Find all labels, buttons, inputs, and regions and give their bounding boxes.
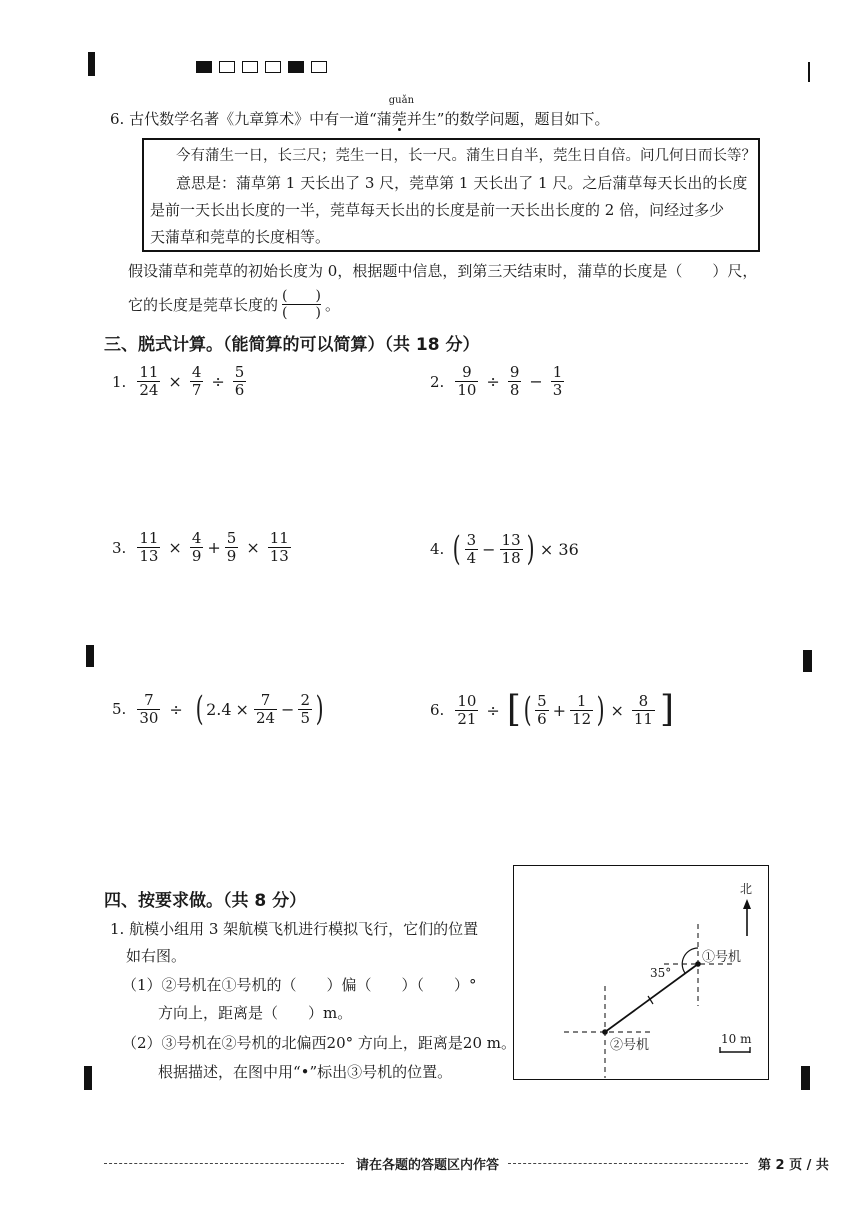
numerator: 7 <box>260 690 271 709</box>
denominator: 11 <box>633 709 653 728</box>
q6-number: 6. <box>110 110 125 128</box>
sub1-line1: （1）②号机在①号机的（ ）偏（ ）（ ）° <box>122 976 477 994</box>
operator: − <box>281 699 295 719</box>
right-bracket: ] <box>659 689 674 730</box>
q6-ruby <box>388 95 415 130</box>
denominator: 4 <box>466 548 477 567</box>
calc-problem-1 <box>112 364 249 399</box>
q6-question-line2 <box>128 288 340 321</box>
fraction <box>190 364 204 399</box>
q6-question-text: 它的长度是莞草长度的 <box>128 295 279 314</box>
denominator: 7 <box>191 381 202 399</box>
q6-question-end: 。 <box>324 295 340 314</box>
denominator: 8 <box>509 381 520 399</box>
q6-passage-line3: 是前一天长出长度的一半，莞草每天长出的长度是前一天长出长度的 2 倍，问经过多少 <box>150 201 725 219</box>
denominator: 12 <box>572 709 592 728</box>
position-diagram <box>513 865 769 1080</box>
sub1-line2: 方向上，距离是（ ）m。 <box>158 1004 353 1022</box>
code-square <box>242 61 258 73</box>
fraction <box>535 693 549 728</box>
registration-mark-mid-left <box>86 645 94 667</box>
right-paren: ) <box>315 689 324 729</box>
registration-mark-top-left <box>88 52 95 76</box>
code-square <box>311 61 327 73</box>
emphasis-dot <box>398 128 401 131</box>
plane2-point <box>602 1029 608 1035</box>
denominator: 21 <box>457 709 477 728</box>
left-paren: ( <box>452 529 461 569</box>
operator: ÷ <box>486 372 500 391</box>
code-square <box>219 61 235 73</box>
numerator: 3 <box>466 530 477 549</box>
numerator: 9 <box>462 363 472 381</box>
fraction <box>137 530 160 565</box>
numerator: 7 <box>144 690 154 709</box>
code-square <box>265 61 281 73</box>
numerator: 1 <box>552 363 563 381</box>
fraction <box>254 692 277 727</box>
registration-mark-bottom-left <box>84 1066 92 1090</box>
operator: × 36 <box>539 539 579 559</box>
denominator: 18 <box>501 548 521 567</box>
calc-problem-3 <box>112 530 294 565</box>
registration-mark-mid-right <box>803 650 812 672</box>
operator: ÷ <box>486 700 500 720</box>
operator: − <box>529 372 543 391</box>
operator: ÷ <box>169 699 183 719</box>
denominator: 5 <box>300 708 310 727</box>
numerator: 5 <box>226 529 237 547</box>
footer-instruction: 请在各题的答题区内作答 <box>356 1158 500 1173</box>
denominator: 24 <box>255 708 276 727</box>
q1-line1: 1. 航模小组用 3 架航模飞机进行模拟飞行，它们的位置 <box>110 920 479 938</box>
numerator: 4 <box>191 529 202 547</box>
fraction <box>500 532 523 567</box>
sub2-line1: （2）③号机在②号机的北偏西20° 方向上，距离是20 m。 <box>122 1034 516 1052</box>
problem-number: 1. <box>112 372 127 391</box>
left-paren: ( <box>523 690 532 730</box>
q6-question-line1: 假设蒲草和莞草的初始长度为 0，根据题中信息，到第三天结束时，蒲草的长度是（ ）尺， <box>128 262 758 280</box>
q6-passage-line2: 意思是：蒲草第 1 天长出了 3 尺，莞草第 1 天长出了 1 尺。之后蒲草每天长出的长度 <box>176 174 748 192</box>
footer-page: 第 2 页 / 共 <box>758 1158 829 1173</box>
denominator: 6 <box>234 381 245 399</box>
operator: − <box>482 539 496 559</box>
fraction <box>632 693 655 728</box>
numerator: 11 <box>139 529 159 547</box>
calc-problem-2 <box>430 364 567 399</box>
registration-mark-bottom-right <box>801 1066 810 1090</box>
numerator: 5 <box>537 691 547 710</box>
denominator: 30 <box>139 708 159 727</box>
left-bracket: [ <box>506 689 521 730</box>
fraction <box>137 692 160 727</box>
footer-dash-right <box>508 1163 748 1164</box>
plane1-point <box>695 961 701 967</box>
q6-intro-before: 古代数学名著《九章算术》中有一道“蒲 <box>129 110 392 128</box>
denominator: 9 <box>226 547 237 565</box>
numerator: 9 <box>509 363 520 381</box>
numerator: 11 <box>269 529 289 547</box>
numerator: 5 <box>234 363 245 381</box>
q6-passage-line4: 天蒲草和莞草的长度相等。 <box>150 228 331 246</box>
q6-ruby-pinyin: guǎn <box>388 95 415 106</box>
fraction-denominator-blank: ( ) <box>282 305 321 321</box>
constant: 2.4 <box>206 699 232 719</box>
section3-title: 三、脱式计算。（能简算的可以简算）（共 18 分） <box>104 335 480 355</box>
plane1-label: ①号机 <box>702 950 742 965</box>
operator: × <box>610 700 624 720</box>
fraction <box>137 364 160 399</box>
fraction <box>465 532 479 567</box>
operator: × <box>168 538 182 557</box>
problem-number: 3. <box>112 538 127 557</box>
right-paren: ) <box>596 690 605 730</box>
denominator: 3 <box>552 381 563 399</box>
right-paren: ) <box>526 529 535 569</box>
left-paren: ( <box>195 689 204 729</box>
fraction <box>233 364 247 399</box>
denominator: 13 <box>139 547 159 565</box>
fraction <box>508 364 522 399</box>
q1-line2: 如右图。 <box>126 947 187 965</box>
fraction-numerator-blank: ( ) <box>282 288 321 304</box>
operator: × <box>246 538 260 557</box>
denominator: 6 <box>537 709 547 728</box>
numerator: 11 <box>139 363 159 381</box>
fraction <box>298 692 312 727</box>
numerator: 8 <box>638 691 649 710</box>
numerator: 13 <box>501 530 521 549</box>
numerator: 4 <box>191 363 202 381</box>
code-square <box>288 61 304 73</box>
sub2-line2: 根据描述，在图中用“•”标出③号机的位置。 <box>158 1063 453 1081</box>
section4-title: 四、按要求做。（共 8 分） <box>104 891 307 911</box>
plane2-label: ②号机 <box>610 1038 650 1053</box>
denominator: 10 <box>457 381 477 399</box>
code-square <box>196 61 212 73</box>
numerator: 10 <box>457 691 477 710</box>
q6-ruby-char: 莞 <box>391 110 407 128</box>
angle-label: 35° <box>650 966 672 980</box>
numerator: 2 <box>300 690 310 709</box>
denominator: 13 <box>269 547 289 565</box>
fraction <box>268 530 291 565</box>
problem-number: 5. <box>112 700 127 718</box>
q6-passage-line1: 今有蒲生一日，长三尺；莞生一日，长一尺。蒲生日自半，莞生日自倍。问几何日而长等？ <box>176 148 756 164</box>
north-label: 北 <box>740 882 753 896</box>
fraction <box>455 364 478 399</box>
problem-number: 2. <box>430 372 445 391</box>
fraction <box>190 530 204 565</box>
q6-intro <box>110 95 610 130</box>
denominator: 9 <box>191 547 202 565</box>
north-arrow-icon <box>743 899 751 909</box>
operator: + <box>552 700 567 720</box>
operator: ÷ <box>211 372 225 391</box>
fraction <box>570 693 593 728</box>
calc-problem-6 <box>430 690 676 730</box>
calc-problem-4 <box>430 530 584 568</box>
fraction <box>455 693 478 728</box>
denominator: 24 <box>139 381 159 399</box>
calc-problem-5 <box>112 690 324 728</box>
footer-dash-left <box>104 1163 344 1164</box>
problem-number: 6. <box>430 701 445 719</box>
fraction <box>551 364 565 399</box>
problem-number: 4. <box>430 540 445 558</box>
registration-mark-top-right <box>808 62 810 82</box>
operator: × <box>168 372 182 391</box>
scale-label: 10 m <box>721 1032 752 1046</box>
q6-intro-after: 并生”的数学问题，题目如下。 <box>406 110 610 128</box>
operator: + <box>207 538 221 557</box>
q6-answer-fraction[interactable] <box>282 288 321 321</box>
numerator: 1 <box>576 691 587 710</box>
fraction <box>225 530 239 565</box>
operator: × <box>235 699 249 719</box>
